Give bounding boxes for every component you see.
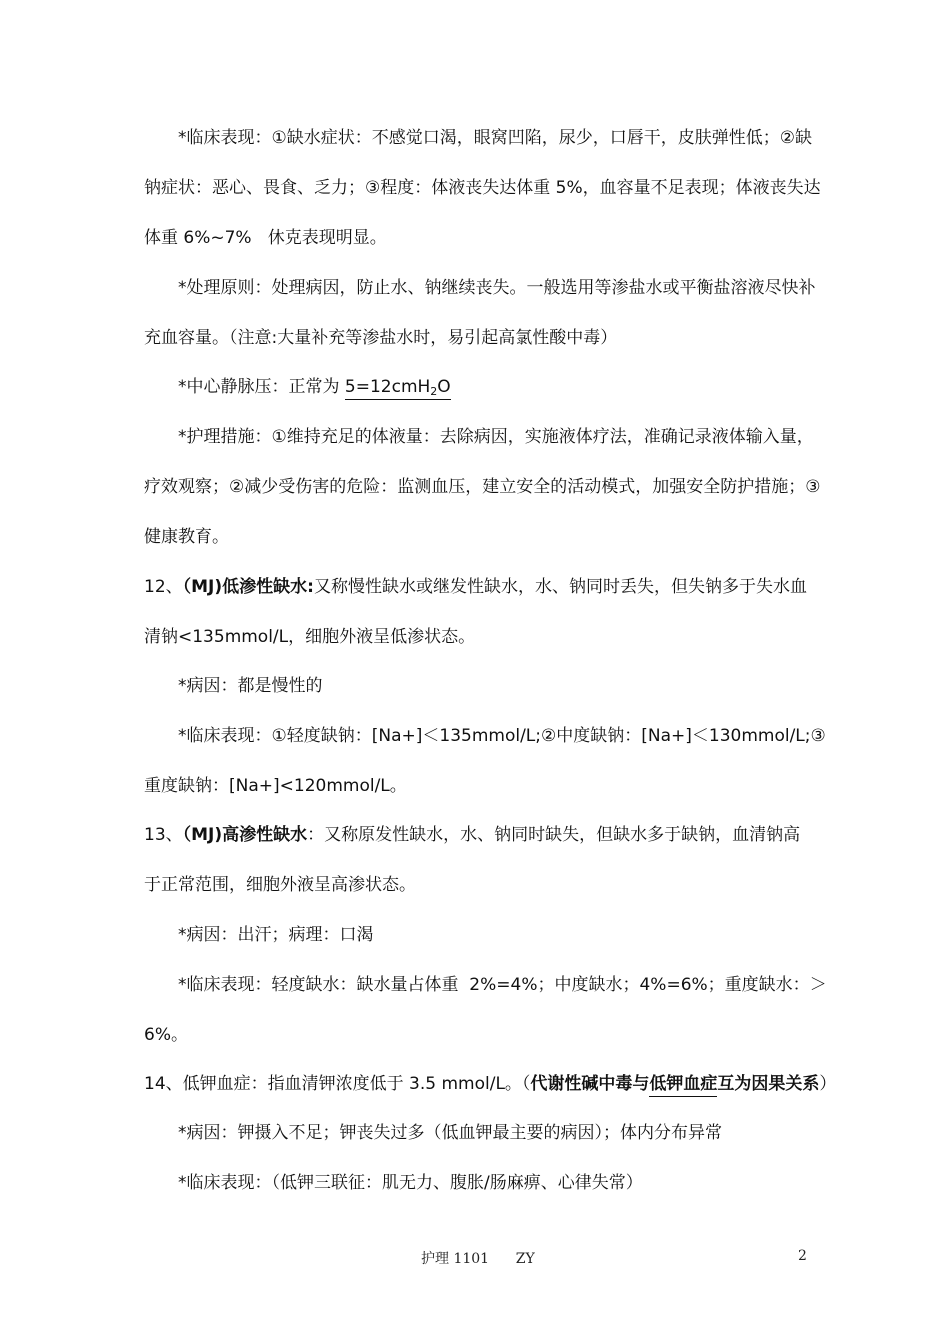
underlined-bold-phrase: 低钾血症	[649, 1074, 717, 1097]
text-line: 钠症状：恶心、畏食、乏力；③程度：体液丧失达体重 5%，血容量不足表现；体液丧失达	[144, 178, 821, 198]
text-line: *病因：都是慢性的	[178, 676, 323, 696]
text-line: 于正常范围，细胞外液呈高渗状态。	[144, 875, 416, 895]
text-line: 6%。	[144, 1025, 188, 1045]
section-12-clinical	[144, 711, 826, 811]
cvp-subscript: 2	[430, 385, 438, 398]
section-12-cause	[144, 661, 814, 711]
cvp-label: *中心静脉压：正常为	[178, 377, 345, 397]
text-line: 重度缺钠：[Na+]<120mmol/L。	[144, 776, 407, 796]
text-line: 疗效观察；②减少受伤害的危险：监测血压，建立安全的活动模式，加强安全防护措施；③	[144, 477, 821, 497]
cvp-value	[345, 377, 451, 400]
text-line: *临床表现：①缺水症状：不感觉口渴，眼窝凹陷，尿少，口唇干，皮肤弹性低；②缺	[178, 128, 812, 148]
section-14-paragraph	[144, 1059, 837, 1109]
bold-phrase: 代谢性碱中毒与	[530, 1074, 650, 1094]
text-line	[144, 362, 814, 412]
footer-label: 护理 1101 ZY	[421, 1251, 535, 1267]
text-line: 体重 6%~7% 休克表现明显。	[144, 228, 387, 248]
text-line: 充血容量。（注意:大量补充等渗盐水时，易引起高氯性酸中毒）	[144, 328, 618, 348]
clinical-manifestation-paragraph	[144, 113, 821, 263]
section-text: ：又称原发性缺水，水、钠同时缺失，但缺水多于缺钠，血清钠高	[307, 825, 801, 845]
section-13-clinical	[144, 960, 827, 1060]
text-line	[144, 562, 814, 612]
section-13-cause	[144, 910, 814, 960]
section-12-paragraph	[144, 562, 814, 662]
section-text: 又称慢性缺水或继发性缺水，水、钠同时丢失，但失钠多于失水血	[313, 577, 807, 597]
text-line	[144, 1059, 837, 1109]
text-line: *临床表现：轻度缺水：缺水量占体重 2%=4%；中度缺水；4%=6%；重度缺水：＞	[178, 975, 827, 995]
text-line: *护理措施：①维持充足的体液量：去除病因，实施液体疗法，准确记录液体输入量，	[178, 427, 814, 447]
page-number: 2	[798, 1248, 807, 1264]
cvp-suffix: O	[437, 377, 451, 397]
section-title: （MJ)低渗性缺水:	[182, 577, 314, 597]
section-title: （MJ)高渗性缺水	[182, 825, 308, 845]
text-line: 清钠<135mmol/L，细胞外液呈低渗状态。	[144, 627, 476, 647]
cvp-value-text: 5=12cmH	[344, 377, 431, 397]
text-line: *病因：钾摄入不足；钾丧失过多（低血钾最主要的病因）；体内分布异常	[178, 1123, 722, 1143]
text-line: *处理原则：处理病因，防止水、钠继续丧失。一般选用等渗盐水或平衡盐溶液尽快补	[178, 278, 816, 298]
text-line: *临床表现：（低钾三联征：肌无力、腹胀/肠麻痹、心律失常）	[178, 1173, 643, 1193]
section-14-cause	[144, 1108, 814, 1158]
section-13-paragraph	[144, 810, 814, 910]
closing-paren: ）	[819, 1074, 837, 1094]
nursing-measures-paragraph	[144, 412, 821, 562]
section-14-clinical	[144, 1158, 814, 1208]
section-number: 13、	[144, 825, 183, 845]
text-line: 健康教育。	[144, 527, 229, 547]
text-line: *临床表现：①轻度缺钠：[Na+]＜135mmol/L;②中度缺钠：[Na+]＜130mmol/L;③	[178, 726, 826, 746]
section-text: 14、低钾血症：指血清钾浓度低于 3.5 mmol/L。（	[144, 1074, 531, 1094]
central-venous-pressure-paragraph	[144, 362, 814, 412]
section-number: 12、	[144, 577, 183, 597]
text-line	[144, 810, 814, 860]
text-line: *病因：出汗；病理：口渴	[178, 925, 374, 945]
bold-phrase: 互为因果关系	[717, 1074, 820, 1094]
treatment-principle-paragraph	[144, 263, 814, 363]
